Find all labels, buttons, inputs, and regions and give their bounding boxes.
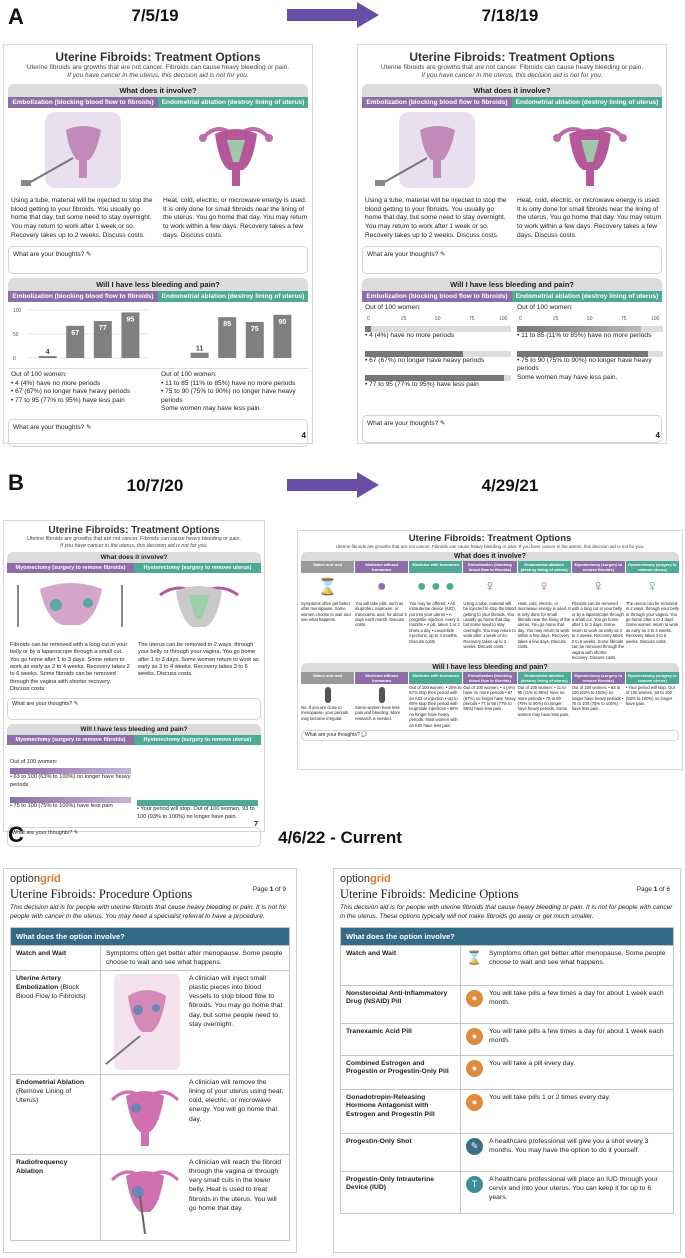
- outcome-item: • 63 to 100 (63% to 100%) no longer have heavy periods: [10, 774, 131, 788]
- ablation-illustration-icon: [106, 1078, 184, 1150]
- option-text: Heat, cold, electric, or microwave energy is used. It is only done for small fibroids near the lining of the uterus. You go home that day. You may return to work within a few days. Recovery takes a few days. Discuss costs.: [517, 600, 571, 650]
- tick-label: 75: [621, 315, 627, 322]
- optiongrid-logo: optiongrid: [10, 873, 61, 885]
- involve-heading: What does it involve?: [7, 552, 261, 563]
- option-header: Embolization (blocking blood flow to fibroids): [463, 672, 516, 684]
- option-text: Out of 100 women: • 4 (4%) have no more periods • 67 (67%) no longer have heavy periods • 77 to 95 (77% to 95%) have less pain: [463, 684, 516, 712]
- page-a-right: [357, 44, 667, 444]
- pencil-icon: ✎: [440, 420, 446, 428]
- page-indicator: Page 1 of 6: [636, 886, 670, 893]
- row-text: Symptoms often get better after menopause. Some people choose to wait and see what happens.: [489, 949, 666, 966]
- ablation-text: Heat, cold, electric, or microwave energy is used. It is only done for small fibroids near the lining of the uterus. You go home that day. You may return to work within a few days. Recovery takes a few days. Discuss costs.: [163, 197, 308, 239]
- outcome-item: • Your period will stop. Out of 100 women, 93 to 100 (93% to 100%) no longer have pain.: [137, 806, 255, 820]
- pill-icon: ●: [466, 1094, 483, 1111]
- option-text: The uterus can be removed in 2 ways, through your belly or through your vagina. You go home after 1 to 3 days. Some women return to work as early as 3 to 4 weeks. Recovery takes 3 to 6 weeks. Discuss costs.: [625, 600, 679, 644]
- outcome-item: • 67 (67%) no longer have heavy periods: [11, 388, 131, 396]
- row-text: You will take a pill every day.: [489, 1059, 576, 1067]
- page-c-right: [333, 868, 681, 1253]
- pencil-icon: ✎: [73, 701, 79, 708]
- thoughts-label: What are your thoughts?: [367, 251, 439, 259]
- outcome-item: • 11 to 85 (11% to 85%) have no more periods: [161, 379, 296, 387]
- page-subtitle: Uterine fibroids are growths that are not cancer. Fibroids can cause heavy bleeding or pain.: [380, 64, 644, 71]
- thoughts-label: What are your thoughts?: [12, 829, 73, 836]
- page-disclaimer: If you have cancer in the uterus, this decision aid is not for you.: [60, 542, 208, 549]
- embolization-illustration-icon: [106, 974, 184, 1070]
- pill-icon: ●: [466, 990, 483, 1007]
- row-text: A clinician will inject small plastic pieces into blood vessels to stop blood flow to fibroids. You may go home that day, but some people need to stay overnight.: [189, 974, 283, 1028]
- uterus-icon: ♀: [646, 577, 659, 595]
- embolization-header: Embolization (blocking blood flow to fibroids): [362, 97, 512, 108]
- progress-fill: [365, 326, 371, 332]
- table-header: What does the option involve?: [11, 928, 289, 945]
- page-number: 7: [254, 821, 258, 828]
- thoughts-box[interactable]: [8, 419, 308, 447]
- page-number: 4: [301, 431, 306, 440]
- bar-data-label: 85: [223, 321, 232, 329]
- options-table: [340, 927, 674, 1214]
- page-a-left: [3, 44, 313, 444]
- row-name: Gonadotropin-Releasing Hormone Antagonist with Estrogen and Progestin Pill: [341, 1090, 461, 1133]
- bleeding-heading: Will I have less bleeding and pain?: [362, 278, 662, 291]
- thoughts-box[interactable]: [7, 698, 261, 720]
- table-row: [341, 945, 673, 985]
- option-header: Medicine with hormones: [409, 561, 462, 573]
- out-of-label: Out of 100 women:: [517, 304, 573, 312]
- thoughts-box[interactable]: [301, 730, 679, 741]
- ablation-header: Endometrial ablation (destroy lining of uterus): [512, 291, 662, 302]
- option-text: Out of 100 women: • 63 to 100 (63% to 100%) no longer have heavy periods • 75 to 100 (75% to 100%) have less pain: [571, 684, 624, 712]
- section-a-date-left: 7/5/19: [131, 6, 179, 25]
- section-c-label: C: [8, 822, 24, 847]
- bar-data-label: 77: [98, 325, 107, 333]
- row-text: A healthcare professional will place an IUD through your cervix and into your uterus. You can keep it for up to 6 years.: [489, 1175, 658, 1201]
- section-a-arrow-icon: [287, 2, 379, 28]
- section-b-label: B: [8, 470, 24, 495]
- myomectomy-header: Myomectomy (surgery to remove fibroids): [7, 735, 134, 745]
- embolization-text: Using a tube, material will be injected to stop the blood getting to your fibroids. You usually go home that day, but some need to stay overnight. You may return to work after 1 week or so. Recovery takes up to 2 weeks. Discuss costs.: [365, 197, 507, 239]
- myomectomy-illustration-icon: [10, 575, 132, 637]
- bleeding-heading: Will I have less bleeding and pain?: [7, 724, 261, 735]
- scale-ticks: [517, 313, 663, 323]
- traffic-light-icon: [379, 687, 385, 703]
- ablation-bar-chart: [163, 304, 309, 364]
- bar-data-label: 11: [195, 345, 204, 353]
- row-text: A clinician will reach the fibroid through the vagina or through very small cuts in the lower belly. Heat is used to treat fibroids in the uterus. You will go home that day.: [189, 1158, 282, 1212]
- involve-heading: What does it involve?: [301, 552, 679, 561]
- ablation-text: Heat, cold, electric, or microwave energy is used. It is only done for small fibroids near the lining of the uterus. You go home that day. You may return to work within a few days. Recovery takes a few days. Discuss costs.: [517, 197, 662, 239]
- option-header: Medicine with hormones: [409, 672, 462, 684]
- out-of-label: Out of 100 women:: [11, 371, 67, 379]
- page-disclaimer: If you have cancer in the uterus, this decision aid is not for you.: [421, 72, 603, 80]
- table-row: [11, 1074, 289, 1154]
- page-title: Uterine Fibroids: Treatment Options: [55, 50, 261, 64]
- tick-label: 100: [651, 315, 660, 322]
- option-text: No. If you are close to menopause, your periods may become irregular.: [301, 704, 349, 721]
- thoughts-label: What are your thoughts?: [12, 701, 73, 708]
- outcome-item: • 67 (67%) no longer have heavy periods: [365, 356, 485, 364]
- option-text: Symptoms often get better after menopause. Some women choose to wait and see what happens.: [301, 600, 351, 622]
- option-header: Medicine without hormones: [355, 672, 408, 684]
- ablation-header: Endometrial ablation (destroy lining of uterus): [512, 97, 662, 108]
- row-name: Watch and Wait: [341, 946, 461, 985]
- pill-icon: ●: [466, 1060, 483, 1077]
- thoughts-box[interactable]: [8, 246, 308, 274]
- outcome-item: • 75 to 90 (75% to 90%) no longer have heavy periods: [161, 388, 296, 404]
- option-header: Watch and wait: [301, 561, 354, 573]
- row-text: A healthcare professional will give you a shot every 3 months. You may have the option to do it yourself.: [489, 1137, 649, 1154]
- page-title: Uterine Fibroids: Treatment Options: [409, 50, 615, 64]
- ablation-illustration-icon: [163, 110, 309, 192]
- thoughts-box[interactable]: [362, 415, 662, 443]
- bar: [191, 353, 209, 358]
- syringe-icon: ✎: [466, 1138, 483, 1155]
- ablation-header: Endometrial ablation (destroy lining of uterus): [158, 291, 308, 302]
- section-a-label: A: [8, 4, 24, 29]
- involve-heading: What does it involve?: [362, 84, 662, 97]
- pencil-icon: ✎: [86, 423, 92, 431]
- tick-label: 75: [469, 315, 475, 322]
- option-header: Myomectomy (surgery to remove fibroids): [572, 672, 625, 684]
- bleeding-grid: [301, 672, 679, 729]
- section-a-date-right: 7/18/19: [481, 6, 539, 25]
- option-text: Some women have less pain and bleeding. More research is needed.: [355, 704, 401, 721]
- pencil-icon: ✎: [73, 829, 79, 836]
- row-name: Radiofrequency Ablation: [16, 1158, 68, 1175]
- tick-label: 25: [401, 315, 407, 322]
- traffic-light-icon: [325, 687, 331, 703]
- embolization-text: Using a tube, material will be injected to stop the blood getting to your fibroids. You usually go home that day, but some need to stay overnight. You may return to work after 1 week or so. Recovery takes up to 2 weeks. Discuss costs.: [11, 197, 153, 239]
- outcome-item: • 4 (4%) have no more periods: [365, 332, 455, 340]
- hysterectomy-text: The uterus can be removed in 2 ways, through your belly or through your vagina. You go home after 1 to 3 days. Some women return to work as early as 3 to 4 weeks. Recovery takes 3 to 6 weeks. Discuss costs.: [138, 642, 259, 678]
- pill-icon: ●: [466, 1028, 483, 1045]
- progress-bar: [365, 326, 511, 332]
- option-text: • Your period will stop. Out of 100 women, 93 to 100 (93% to 100%) no longer have pain.: [625, 684, 675, 706]
- speech-bubble-icon: 💬: [361, 732, 368, 739]
- row-name: Uterine Artery Embolization: [16, 974, 62, 991]
- option-text: Fibroids can be removed with a long cut in your belly or by a laparoscope through a small cut. You go home after 1 to 3 days. Some return to work as early as 2 to 4 weeks. Recovery takes 2 to 6 weeks. Some fibroids can be removed through the vagina with shorter recovery. Discuss costs.: [571, 600, 625, 661]
- medicine-icons: ● ● ●: [416, 577, 455, 595]
- section-c-date: 4/6/22 - Current: [278, 828, 402, 847]
- table-row: [11, 945, 289, 970]
- thoughts-label: What are your thoughts?: [13, 423, 85, 431]
- page-subtitle: Uterine fibroids are growths that are not cancer. Fibroids can cause heavy bleeding or pain.: [26, 64, 290, 71]
- page-b-right: [297, 530, 683, 770]
- page-subtitle: Uterine fibroids are growths that are not cancer. Fibroids can cause heavy bleeding or pain. If you have cancer in the uterus, this decision aid is not for you.: [335, 544, 645, 549]
- thoughts-label: What are your thoughts?: [13, 251, 85, 259]
- hourglass-icon: ⌛: [466, 950, 483, 966]
- embolization-header: Embolization (blocking blood flow to fibroids): [8, 97, 158, 108]
- thoughts-box[interactable]: [7, 827, 261, 847]
- option-header: Endometrial ablation (destroy lining of uterus): [518, 672, 571, 684]
- row-text: A clinician will remove the lining of your uterus using heat, cold, electric, or microwave energy. You will go home that day.: [189, 1078, 284, 1123]
- option-header: Hysterectomy (surgery to remove uterus): [626, 561, 679, 573]
- bar-data-label: 95: [126, 316, 135, 324]
- option-text: Using a tube, material will be injected to stop the blood getting to your fibroids. You usually go home that day, but some need to stay overnight. You may return to work after 1 week or so. Recovery takes up to 2 weeks. Discuss costs.: [463, 600, 516, 650]
- y-tick-label: 100: [13, 308, 22, 315]
- page-indicator: Page 1 of 9: [252, 886, 286, 893]
- thoughts-box[interactable]: [362, 246, 662, 274]
- table-row: [11, 970, 289, 1074]
- row-name: Watch and Wait: [11, 946, 101, 970]
- bar: [39, 356, 57, 358]
- involve-heading: What does it involve?: [8, 84, 308, 97]
- table-row: [341, 1171, 673, 1213]
- uterus-icon: ♀: [592, 577, 605, 595]
- page-c-left: [3, 868, 297, 1253]
- bleeding-heading: Will I have less bleeding and pain?: [301, 663, 679, 672]
- out-of-label: Out of 100 women:: [10, 759, 58, 766]
- uterus-icon: ♀: [538, 577, 551, 595]
- tick-label: 25: [553, 315, 559, 322]
- page-disclaimer: If you have cancer in the uterus, this decision aid is not for you.: [67, 72, 249, 80]
- out-of-label: Out of 100 women:: [365, 304, 421, 312]
- embolization-header: Embolization (blocking blood flow to fibroids): [8, 291, 158, 302]
- options-grid: [301, 561, 679, 661]
- embolization-illustration-icon: [365, 110, 511, 192]
- bar-data-label: 4: [45, 349, 50, 357]
- page-description: This decision aid is for people with uterine fibroids that cause heavy bleeding or pain. It is not for people with cancer in the uterus. These options typically will not make fibroids go away or get much smaller.: [340, 904, 673, 920]
- tick-label: 0: [367, 315, 370, 322]
- uterus-icon: ♀: [483, 577, 496, 595]
- optiongrid-logo: optiongrid: [340, 873, 391, 885]
- option-text: Out of 100 women: • 20% to 57% stop their period with an IUD or injection • Up to 80% stop their period with leuprolide injections • 96% no longer have heavy periods. Most women with an IUD have less pain.: [409, 684, 462, 728]
- myomectomy-header: Myomectomy (surgery to remove fibroids): [7, 563, 134, 573]
- option-header: Myomectomy (surgery to remove fibroids): [572, 561, 625, 573]
- row-subname: (Remove Lining of Uterus): [16, 1087, 72, 1104]
- y-tick-label: 50: [13, 332, 19, 339]
- radiofrequency-illustration-icon: [106, 1158, 184, 1236]
- row-text: You will take pills 1 or 2 times every day.: [489, 1093, 611, 1101]
- ablation-header: Endometrial ablation (destroy lining of uterus): [158, 97, 308, 108]
- table-header: What does the option involve?: [341, 928, 673, 945]
- hysterectomy-header: Hysterectomy (surgery to remove uterus): [134, 735, 261, 745]
- embolization-header: Embolization (blocking blood flow to fibroids): [362, 291, 512, 302]
- table-row: [341, 1023, 673, 1055]
- option-text: Out of 100 women: • 11 to 85 (11% to 85%) have no more periods • 75 to 90 (75% to 90%) no longer have heavy periods. Some women may have less pain.: [517, 684, 570, 717]
- thoughts-label: What are your thoughts?: [367, 420, 439, 428]
- embolization-bar-chart: [11, 304, 157, 364]
- row-name: Combined Estrogen and Progestin or Progestin-Only Pill: [341, 1056, 461, 1089]
- table-row: [11, 1154, 289, 1240]
- bleeding-heading: Will I have less bleeding and pain?: [8, 278, 308, 291]
- outcome-item: • 77 to 95 (77% to 95%) have less pain: [11, 396, 125, 404]
- row-text: You will take pills a few times a day for about 1 week each month.: [489, 989, 664, 1006]
- option-text: You may be offered: • An intrauterine device (IUD), put into your uterus • A progestin injection, every 3 months • A pill, taken 1 or 2 times a day • Leuprolide injections, up to 3 months. Discuss costs.: [409, 600, 460, 644]
- page-number: 4: [655, 431, 660, 440]
- option-header: Medicine without hormones: [355, 561, 408, 573]
- embolization-illustration-icon: [11, 110, 157, 192]
- row-name: Progestin-Only Shot: [341, 1134, 461, 1171]
- option-text: You will take pills, such as ibuprofen, naproxen, or tranexamic acid, for about 5 days each month. Discuss costs.: [355, 600, 407, 628]
- ablation-illustration-icon: [517, 110, 663, 192]
- pencil-icon: ✎: [440, 251, 446, 259]
- section-b-arrow-icon: [287, 472, 379, 498]
- option-header: Hysterectomy (surgery to remove uterus): [626, 672, 679, 684]
- page-title: Uterine Fibroids: Medicine Options: [340, 887, 519, 901]
- row-name: Progestin-Only Intrauterine Device (IUD): [341, 1172, 461, 1213]
- out-of-label: Out of 100 women:: [161, 371, 217, 379]
- row-name: Endometrial Ablation: [16, 1078, 85, 1086]
- section-b-date-right: 4/29/21: [481, 476, 539, 495]
- option-header: Watch and wait: [301, 672, 354, 684]
- option-header: Endometrial ablation (destroy lining of uterus): [518, 561, 571, 573]
- row-name: Tranexamic Acid Pill: [341, 1024, 461, 1055]
- page-title: Uterine Fibroids: Procedure Options: [10, 887, 193, 901]
- scale-ticks: [365, 313, 511, 323]
- page-title: Uterine Fibroids: Treatment Options: [408, 533, 572, 544]
- outcome-item: • 77 to 95 (77% to 95%) have less pain: [365, 381, 479, 389]
- table-row: [341, 985, 673, 1023]
- row-name: Nonsteroidal Anti-Inflammatory Drug (NSAID) Pill: [341, 986, 461, 1023]
- hourglass-icon: ⌛: [317, 578, 338, 596]
- outcome-item: • 75 to 90 (75% to 90%) no longer have heavy periods: [517, 356, 652, 373]
- options-table: [10, 927, 290, 1241]
- bar-data-label: 67: [71, 329, 80, 337]
- y-tick-label: 0: [13, 356, 16, 363]
- bar-data-label: 90: [278, 318, 287, 326]
- tick-label: 50: [587, 315, 593, 322]
- page-b-left: [3, 520, 265, 836]
- row-text: You will take pills a few times a day for about 1 week each month.: [489, 1027, 664, 1044]
- table-row: [341, 1133, 673, 1171]
- myomectomy-text: Fibroids can be removed with a long cut in your belly or by a laparoscope through a small cut. You go home after 1 to 3 days. Some return to work as early as 2 to 4 weeks. Recovery takes 2 to 6 weeks. Some fibroids can be removed through the vagina with shorter recovery. Discuss costs.: [10, 642, 130, 692]
- outcome-item: • 4 (4%) have no more periods: [11, 379, 101, 387]
- option-header: Embolization (blocking blood flow to fibroids): [463, 561, 516, 573]
- pencil-icon: ✎: [86, 251, 92, 259]
- page-description: This decision aid is for people with uterine fibroids that cause heavy bleeding or pain. It is not for people with cancer in the uterus. You may need a specialist referral to have a procedure.: [10, 904, 287, 920]
- thoughts-label: What are your thoughts?: [305, 732, 360, 739]
- hysterectomy-header: Hysterectomy (surgery to remove uterus): [134, 563, 261, 573]
- tick-label: 100: [499, 315, 508, 322]
- page-subtitle: Uterine fibroids are growths that are not cancer. Fibroids can cause heavy bleeding or pain.: [27, 536, 241, 542]
- tick-label: 0: [519, 315, 522, 322]
- page-title: Uterine Fibroids: Treatment Options: [48, 525, 220, 536]
- section-b-date-left: 10/7/20: [126, 476, 184, 495]
- table-row: [341, 1055, 673, 1089]
- tick-label: 50: [435, 315, 441, 322]
- outcome-item: Some women may have less pain.: [517, 373, 618, 381]
- hysterectomy-illustration-icon: [138, 575, 260, 637]
- row-text: Symptoms often get better after menopause. Some people choose to wait and see what happens.: [106, 949, 283, 966]
- outcome-item: • 75 to 100 (75% to 100%) have less pain: [10, 802, 113, 809]
- outcome-item: Some women may have less pain.: [161, 405, 262, 413]
- outcome-item: • 11 to 85 (11% to 85%) have no more periods: [517, 332, 652, 340]
- bar-data-label: 75: [250, 326, 259, 334]
- pill-icon: ●: [376, 577, 387, 595]
- table-row: [341, 1089, 673, 1133]
- iud-icon: T: [466, 1176, 483, 1193]
- row-subname: (Block Blood Flow to Fibroids): [16, 983, 86, 1000]
